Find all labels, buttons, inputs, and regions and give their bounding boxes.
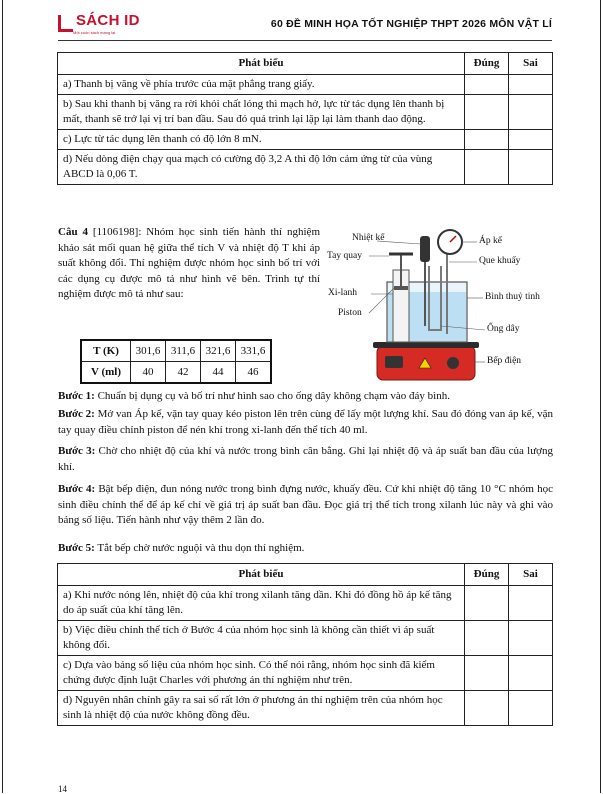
col-false: Sai	[509, 564, 553, 586]
temperature-value: 301,6	[131, 340, 166, 362]
piston	[394, 286, 408, 290]
statement-table-1	[57, 52, 553, 185]
true-answer-cell[interactable]	[465, 75, 509, 95]
step-label: Bước 3:	[58, 445, 96, 457]
temperature-value: 321,6	[201, 340, 236, 362]
logo-tagline: Một cuốn sách mang lại	[73, 30, 116, 35]
statement-cell: d) Nguyên nhân chính gây ra sai số rất lớn ở phương án thí nghiệm trên của nhóm học sinh là nhiệt độ của nước không đồng đều.	[58, 691, 465, 726]
statement-cell: c) Dựa vào bảng số liệu của nhóm học sinh. Có thể nói rằng, nhóm học sinh đã kiểm chứng được định luật Charles với phương án thí nghiệm như trên.	[58, 656, 465, 691]
row-label-volume: V (ml)	[81, 362, 131, 384]
true-answer-cell[interactable]	[465, 691, 509, 726]
label-handle: Tay quay	[327, 251, 362, 261]
question-label: Câu 4	[58, 226, 88, 238]
true-answer-cell[interactable]	[465, 130, 509, 150]
step-text: Tắt bếp chờ nước nguội và thu dọn thí nghiệm.	[94, 542, 305, 554]
step-text: Mở van Áp kế, vặn tay quay kéo piston lên trên cùng để lấy một lượng khí. Sau đó đóng van áp kế, vặn tay quay điều chỉnh piston để nén khí trong xi-lanh đến thể tích 40 ml.	[58, 408, 553, 436]
volume-value: 42	[166, 362, 201, 384]
question-4-intro	[58, 225, 320, 303]
col-false: Sai	[509, 53, 553, 75]
header-divider	[58, 40, 552, 41]
volume-value: 46	[236, 362, 272, 384]
header-title: 60 ĐỀ MINH HỌA TỐT NGHIỆP THPT 2026 MÔN VẬT LÍ	[270, 18, 552, 30]
step-1	[58, 389, 553, 405]
col-statement: Phát biểu	[58, 53, 465, 75]
statement-cell: d) Nếu dòng điện chạy qua mạch có cường độ 3,2 A thì độ lớn cảm ứng từ của vùng ABCD là 0,06 T.	[58, 150, 465, 185]
logo-text: SÁCH ID	[76, 12, 140, 29]
page-header	[58, 12, 552, 40]
step-3	[58, 444, 553, 475]
label-tube: Ống dây	[487, 324, 520, 334]
statement-cell: b) Sau khi thanh bị văng ra rời khỏi chất lỏng thì mạch hở, lực từ tác dụng lên thanh bị mất, thanh sẽ trở lại vị trí ban đầu. Sau đó quá trình lại lặp lại làm thanh dao động.	[58, 95, 465, 130]
true-answer-cell[interactable]	[465, 95, 509, 130]
page-border-left	[2, 0, 3, 793]
true-answer-cell[interactable]	[465, 586, 509, 621]
stove-knob	[447, 357, 459, 369]
true-answer-cell[interactable]	[465, 150, 509, 185]
step-label: Bước 1:	[58, 390, 95, 402]
step-text: Chờ cho nhiệt độ của khí và nước trong bình cân bằng. Ghi lại nhiệt độ và áp suất ban đầu của lượng khí.	[58, 445, 554, 473]
statement-cell: a) Khi nước nóng lên, nhiệt độ của khí trong xilanh tăng dần. Khi đó đồng hồ áp kế tăng do áp suất của khí tăng lên.	[58, 586, 465, 621]
data-table	[80, 339, 272, 384]
label-beaker: Bình thuỷ tinh	[485, 292, 540, 302]
thermometer-head	[420, 236, 430, 262]
step-2	[58, 407, 553, 438]
col-true: Đúng	[465, 53, 509, 75]
false-answer-cell[interactable]	[509, 75, 553, 95]
table-header-row	[58, 53, 553, 75]
page-number: 14	[58, 784, 67, 794]
true-answer-cell[interactable]	[465, 656, 509, 691]
experiment-figure	[325, 226, 555, 386]
step-label: Bước 2:	[58, 408, 95, 420]
table-header-row	[58, 564, 553, 586]
table-row	[58, 75, 553, 95]
temperature-value: 331,6	[236, 340, 272, 362]
false-answer-cell[interactable]	[509, 656, 553, 691]
false-answer-cell[interactable]	[509, 150, 553, 185]
false-answer-cell[interactable]	[509, 586, 553, 621]
data-row-temperature	[81, 340, 271, 362]
question-text: [1106198]: Nhóm học sinh tiến hành thí nghiệm khảo sát mối quan hệ giữa thể tích V và nhiệt độ T khi áp suất không đổi. Thí nghiệm được nhóm học sinh bố trí với các dụng cụ được mô tả như hình vẽ bên. Trình tự thí nghiệm được mô tả như sau:	[58, 226, 320, 300]
true-answer-cell[interactable]	[465, 621, 509, 656]
volume-value: 44	[201, 362, 236, 384]
volume-value: 40	[131, 362, 166, 384]
false-answer-cell[interactable]	[509, 691, 553, 726]
statement-cell: a) Thanh bị văng về phía trước của mặt phẳng trang giấy.	[58, 75, 465, 95]
step-5	[58, 541, 553, 557]
table-row	[58, 150, 553, 185]
page-border-right	[600, 0, 601, 793]
table-row	[58, 621, 553, 656]
step-4	[58, 482, 553, 529]
label-stove: Bếp điện	[487, 356, 522, 366]
table-row	[58, 130, 553, 150]
label-piston: Piston	[338, 308, 362, 318]
table-row	[58, 691, 553, 726]
statement-cell: c) Lực từ tác dụng lên thanh có độ lớn 8 mN.	[58, 130, 465, 150]
false-answer-cell[interactable]	[509, 130, 553, 150]
col-statement: Phát biểu	[58, 564, 465, 586]
statement-cell: b) Việc điều chỉnh thể tích ở Bước 4 của nhóm học sinh là không cần thiết vì áp suất không đổi.	[58, 621, 465, 656]
false-answer-cell[interactable]	[509, 95, 553, 130]
table-row	[58, 656, 553, 691]
label-stirrer: Que khuấy	[479, 256, 521, 266]
label-cylinder: Xi-lanh	[328, 288, 358, 298]
table-row	[58, 95, 553, 130]
label-gauge: Áp kế	[479, 236, 502, 246]
row-label-temperature: T (K)	[81, 340, 131, 362]
step-text: Chuẩn bị dụng cụ và bố trí như hình sao cho ống dây không chạm vào đáy bình.	[94, 390, 450, 402]
stove-top	[373, 342, 479, 348]
book-icon	[58, 15, 73, 32]
temperature-value: 311,6	[166, 340, 201, 362]
step-label: Bước 4:	[58, 483, 96, 495]
step-text: Bật bếp điện, đun nóng nước trong bình đựng nước, khuấy đều. Cứ khi nhiệt độ tăng 10 °C nhóm học sinh điều chỉnh thể để áp kế chỉ về giá trị áp suất ban đầu. Đọc giá trị thể tích trong xilanh lúc này và ghi vào bảng số liệu. Tiến hành như vậy thêm 2 lần đo.	[58, 483, 553, 526]
stove-display	[385, 356, 403, 368]
statement-table-2	[57, 563, 553, 726]
col-true: Đúng	[465, 564, 509, 586]
false-answer-cell[interactable]	[509, 621, 553, 656]
label-thermometer: Nhiệt kế	[352, 233, 385, 243]
step-label: Bước 5:	[58, 542, 95, 554]
table-row	[58, 586, 553, 621]
data-row-volume	[81, 362, 271, 384]
